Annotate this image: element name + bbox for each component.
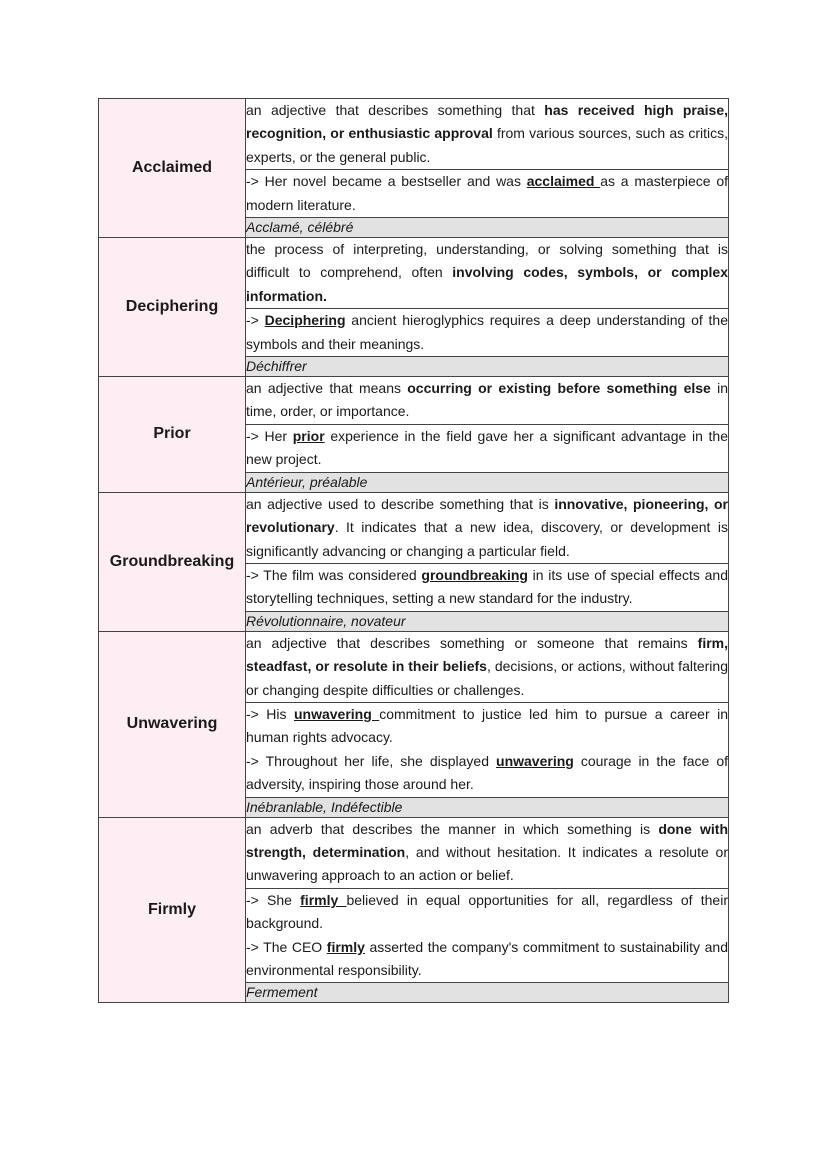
example-cell xyxy=(246,424,729,472)
example-text: -> His xyxy=(246,705,294,722)
example-text: believed in equal opportunities for all, regardless of their background. xyxy=(246,891,728,932)
definition-text: from various sources, such as critics, experts, or the general public. xyxy=(246,125,728,165)
translation-cell: Fermement xyxy=(246,983,729,1003)
term-cell: Prior xyxy=(99,377,246,493)
example-cell xyxy=(246,170,729,218)
term-cell: Deciphering xyxy=(99,238,246,377)
key-phrase: involving codes, symbols, or complex information. xyxy=(246,264,728,304)
example-text: as a masterpiece of modern literature. xyxy=(246,173,729,213)
definition-text: , and without hesitation. It indicates a resolute or unwavering approach to an action or belief. xyxy=(246,843,728,884)
vocab-entry-row xyxy=(99,377,729,425)
term-cell: Firmly xyxy=(99,817,246,1003)
highlighted-term: unwavering xyxy=(496,752,574,769)
definition-cell xyxy=(246,492,729,563)
key-phrase: done with strength, determination xyxy=(246,820,728,860)
vocab-entry-row xyxy=(99,99,729,170)
term-cell: Acclaimed xyxy=(99,99,246,238)
highlighted-term: firmly xyxy=(326,938,365,955)
example-text: in its use of special effects and storytelling techniques, setting a new standard for the industry. xyxy=(246,566,728,607)
example-cell xyxy=(246,702,729,797)
highlighted-term: acclaimed xyxy=(526,173,601,190)
key-phrase: has received high praise, recognition, or enthusiastic approval xyxy=(246,102,728,142)
example-text: -> Her xyxy=(246,427,293,444)
highlighted-term: prior xyxy=(292,427,325,444)
definition-cell xyxy=(246,631,729,702)
example-text: -> Her novel became a bestseller and was xyxy=(246,173,527,190)
definition-cell xyxy=(246,99,729,170)
highlighted-term: groundbreaking xyxy=(421,566,528,583)
translation-cell: Antérieur, préalable xyxy=(246,472,729,492)
example-text: -> She xyxy=(246,891,301,908)
definition-text: the process of interpreting, understanding, or solving something that is difficult to comprehend, often xyxy=(246,241,728,281)
definition-text: in time, order, or importance. xyxy=(246,380,729,420)
example-text: courage in the face of adversity, inspiring those around her. xyxy=(246,752,728,793)
term-cell: Unwavering xyxy=(99,631,246,817)
translation-cell: Déchiffrer xyxy=(246,357,729,377)
vocab-entry-row xyxy=(99,817,729,888)
definition-cell xyxy=(246,377,729,425)
translation-cell: Inébranlable, Indéfectible xyxy=(246,797,729,817)
example-cell xyxy=(246,309,729,357)
example-sentence xyxy=(246,309,728,356)
example-text: -> xyxy=(246,312,265,329)
example-sentence xyxy=(246,889,728,936)
example-sentence xyxy=(246,564,728,611)
definition-cell xyxy=(246,817,729,888)
example-text: ancient hieroglyphics requires a deep understanding of the symbols and their meanings. xyxy=(246,312,728,352)
definition-text: , decisions, or actions, without faltering or changing despite difficulties or challenges. xyxy=(246,658,728,698)
example-text: -> Throughout her life, she displayed xyxy=(246,752,497,769)
definition-text: an adjective used to describe something that is xyxy=(246,495,555,512)
term-cell: Groundbreaking xyxy=(99,492,246,631)
vocabulary-table xyxy=(98,98,729,1003)
example-text: experience in the field gave her a significant advantage in the new project. xyxy=(246,427,728,468)
translation-cell: Acclamé, célébré xyxy=(246,218,729,238)
highlighted-term: firmly xyxy=(300,891,347,908)
translation-cell: Révolutionnaire, novateur xyxy=(246,611,729,631)
example-cell xyxy=(246,888,729,983)
definition-text: an adjective that means xyxy=(246,380,408,397)
example-sentence xyxy=(246,170,728,217)
example-text: asserted the company's commitment to sustainability and environmental responsibility. xyxy=(246,938,728,978)
example-text: commitment to justice led him to pursue a career in human rights advocacy. xyxy=(246,705,728,746)
definition-text: an adjective that describes something that xyxy=(246,102,545,118)
definition-text: an adjective that describes something or someone that remains xyxy=(246,634,698,651)
example-cell xyxy=(246,563,729,611)
vocab-entry-row xyxy=(99,238,729,309)
example-sentence xyxy=(246,750,728,797)
vocab-entry-row xyxy=(99,631,729,702)
highlighted-term: Deciphering xyxy=(264,312,346,329)
example-sentence xyxy=(246,703,728,750)
vocab-entry-row xyxy=(99,492,729,563)
example-sentence xyxy=(246,425,728,472)
definition-text: . It indicates that a new idea, discovery, or development is significantly advancing or changing a particular field. xyxy=(246,519,728,559)
key-phrase: occurring or existing before something else xyxy=(407,380,711,397)
definition-cell xyxy=(246,238,729,309)
key-phrase: firm, steadfast, or resolute in their beliefs xyxy=(246,634,728,675)
example-sentence xyxy=(246,936,728,983)
example-text: -> The CEO xyxy=(246,938,327,955)
example-text: -> The film was considered xyxy=(246,566,422,583)
definition-text: an adverb that describes the manner in which something is xyxy=(246,820,659,837)
key-phrase: innovative, pioneering, or revolutionary xyxy=(246,495,729,536)
highlighted-term: unwavering xyxy=(293,705,380,722)
